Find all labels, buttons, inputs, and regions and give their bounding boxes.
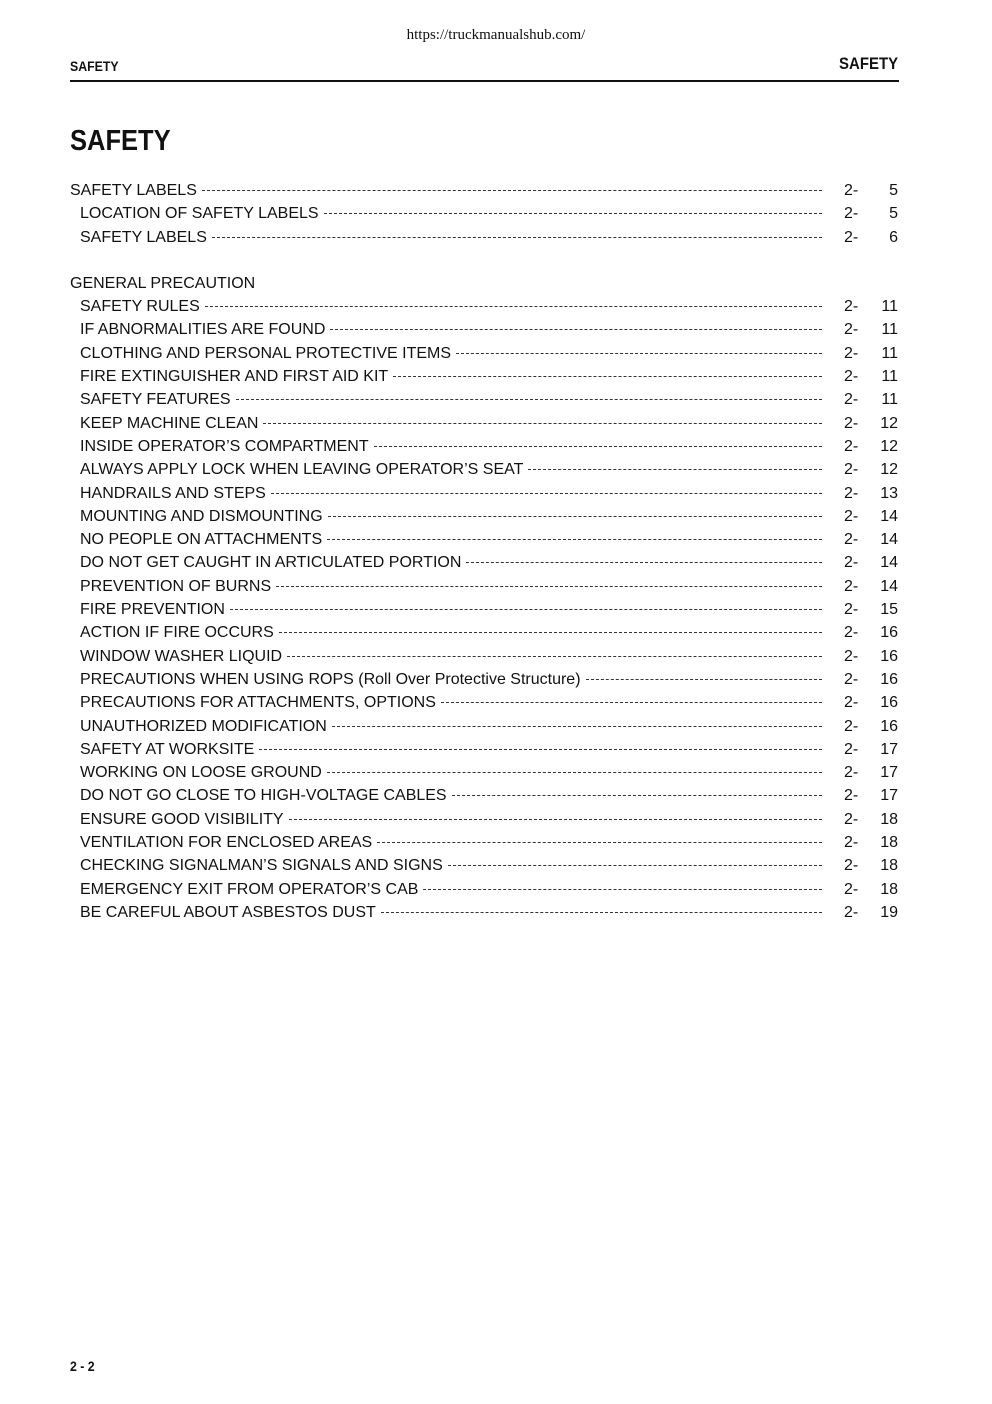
toc-page-ref [826,718,898,736]
toc-page-ref [826,182,898,200]
toc-page-number: 18 [880,880,898,898]
toc-page-number: 15 [880,601,898,619]
toc-chapter-prefix: 2- [844,647,859,665]
toc-chapter-prefix: 2- [844,717,859,735]
toc-dot-leader [393,376,822,377]
toc-dot-leader [374,446,822,447]
toc-page-number: 6 [889,228,898,246]
toc-dot-leader [327,772,822,773]
toc-chapter-prefix: 2- [844,903,859,921]
toc-page-number: 18 [880,834,898,852]
toc-chapter-prefix: 2- [844,368,859,386]
toc-entry[interactable] [70,624,898,647]
toc-page-number: 11 [881,368,898,386]
page-title: SAFETY [70,125,171,157]
toc-page-number: 13 [880,484,898,502]
toc-page-ref [826,881,898,899]
toc-chapter-prefix: 2- [844,810,859,828]
toc-entry-label: ACTION IF FIRE OCCURS [80,624,274,642]
toc-page-number: 16 [880,624,898,642]
toc-entry[interactable] [70,718,898,741]
source-url[interactable]: https://truckmanualshub.com/ [406,27,586,43]
toc-page-ref [826,554,898,572]
toc-page-number: 16 [880,647,898,665]
toc-dot-leader [586,679,822,680]
table-of-contents [70,182,898,927]
toc-entry-label: GENERAL PRECAUTION [70,274,256,292]
toc-entry[interactable] [70,671,898,694]
toc-page-number: 17 [880,764,898,782]
toc-page-number: 19 [880,903,898,921]
toc-chapter-prefix: 2- [844,228,859,246]
toc-dot-leader [456,353,822,354]
toc-entry[interactable] [70,904,898,927]
toc-dot-leader [202,190,822,191]
toc-dot-leader [448,865,822,866]
toc-page-ref [826,229,898,247]
toc-entry[interactable] [70,648,898,671]
toc-chapter-prefix: 2- [844,321,859,339]
toc-dot-leader [528,469,822,470]
toc-entry[interactable] [70,182,898,205]
toc-entry-label: KEEP MACHINE CLEAN [80,414,259,432]
toc-dot-leader [441,702,822,703]
toc-dot-leader [271,493,822,494]
toc-page-number: 11 [881,344,898,362]
toc-entry[interactable] [70,205,898,228]
toc-chapter-prefix: 2- [844,787,859,805]
toc-page-ref [826,438,898,456]
toc-page-ref [826,345,898,363]
toc-dot-leader [263,423,822,424]
toc-chapter-prefix: 2- [844,507,859,525]
toc-page-ref [826,834,898,852]
toc-entry[interactable] [70,601,898,624]
toc-page-number: 11 [881,298,898,316]
toc-entry[interactable] [70,508,898,531]
toc-chapter-prefix: 2- [844,577,859,595]
toc-chapter-prefix: 2- [844,414,859,432]
toc-page-ref [826,904,898,922]
toc-dot-leader [328,516,822,517]
toc-dot-leader [236,399,822,400]
toc-dot-leader [332,726,822,727]
toc-entry-label: FIRE PREVENTION [80,601,225,619]
toc-page-ref [826,764,898,782]
toc-page-ref [826,624,898,642]
toc-dot-leader [212,237,822,238]
toc-dot-leader [230,609,822,610]
toc-page-ref [826,857,898,875]
toc-page-number: 5 [889,205,898,223]
toc-page-number: 17 [880,787,898,805]
toc-entry[interactable] [70,461,898,484]
running-header-left: SAFETY [70,58,119,74]
toc-page-ref [826,391,898,409]
toc-chapter-prefix: 2- [844,554,859,572]
toc-entry-label: SAFETY LABELS [70,182,197,199]
toc-entry-label: EMERGENCY EXIT FROM OPERATOR’S CAB [80,880,419,898]
toc-page-number: 12 [880,461,898,479]
toc-page-ref [826,508,898,526]
toc-entry[interactable] [70,438,898,461]
toc-dot-leader [423,889,822,890]
toc-dot-leader [205,306,822,307]
toc-chapter-prefix: 2- [844,857,859,875]
toc-chapter-prefix: 2- [844,205,859,223]
toc-entry-label: CHECKING SIGNALMAN’S SIGNALS AND SIGNS [80,857,443,875]
toc-section-heading [70,275,898,298]
toc-chapter-prefix: 2- [844,437,859,455]
toc-page-number: 5 [889,182,898,199]
toc-entry-label: WINDOW WASHER LIQUID [80,647,283,665]
toc-chapter-prefix: 2- [844,880,859,898]
toc-entry[interactable] [70,391,898,414]
toc-page-ref [826,671,898,689]
toc-entry-label: BE CAREFUL ABOUT ASBESTOS DUST [80,903,376,921]
toc-entry-label: DO NOT GET CAUGHT IN ARTICULATED PORTION [80,554,462,572]
toc-chapter-prefix: 2- [844,764,859,782]
page-number: 2 - 2 [70,1358,95,1374]
toc-dot-leader [381,912,822,913]
toc-entry-label: IF ABNORMALITIES ARE FOUND [80,321,326,339]
toc-entry[interactable] [70,321,898,344]
toc-page-ref [826,415,898,433]
toc-chapter-prefix: 2- [844,531,859,549]
toc-page-ref [826,694,898,712]
toc-chapter-prefix: 2- [844,484,859,502]
toc-page-number: 14 [880,531,898,549]
toc-dot-leader [452,795,822,796]
toc-page-number: 12 [880,414,898,432]
toc-entry[interactable] [70,764,898,787]
toc-page-ref [826,601,898,619]
toc-entry[interactable] [70,857,898,880]
toc-page-ref [826,578,898,596]
toc-chapter-prefix: 2- [844,740,859,758]
running-header-right: SAFETY [838,54,898,73]
toc-entry-label: SAFETY RULES [80,298,200,316]
toc-page-ref [826,531,898,549]
toc-page-number: 18 [880,857,898,875]
toc-dot-leader [289,819,822,820]
toc-chapter-prefix: 2- [844,670,859,688]
toc-entry[interactable] [70,485,898,508]
toc-page-ref [826,461,898,479]
toc-page-ref [826,811,898,829]
toc-entry[interactable] [70,834,898,857]
toc-page-number: 16 [880,694,898,712]
header-divider [70,80,899,82]
toc-page-ref [826,298,898,316]
toc-entry[interactable] [70,415,898,438]
toc-page-number: 14 [880,507,898,525]
toc-entry-label: UNAUTHORIZED MODIFICATION [80,717,327,735]
toc-page-number: 16 [880,717,898,735]
toc-page-number: 11 [881,391,898,409]
toc-dot-leader [259,749,822,750]
toc-entry[interactable] [70,787,898,810]
toc-page-ref [826,485,898,503]
toc-page-number: 18 [880,810,898,828]
toc-entry[interactable] [70,345,898,368]
toc-page-ref [826,648,898,666]
toc-chapter-prefix: 2- [844,344,859,362]
toc-entry[interactable] [70,229,898,252]
toc-page-number: 12 [880,437,898,455]
toc-dot-leader [377,842,822,843]
toc-entry[interactable] [70,694,898,717]
toc-entry-label: VENTILATION FOR ENCLOSED AREAS [80,834,373,852]
toc-page-number: 14 [880,554,898,572]
toc-page-number: 17 [880,740,898,758]
toc-entry[interactable] [70,368,898,391]
toc-chapter-prefix: 2- [844,298,859,316]
toc-page-number: 11 [881,321,898,339]
toc-dot-leader [466,562,822,563]
toc-chapter-prefix: 2- [844,834,859,852]
toc-page-ref [826,741,898,759]
toc-page-ref [826,321,898,339]
toc-entry-label: LOCATION OF SAFETY LABELS [80,205,319,223]
toc-entry-label: MOUNTING AND DISMOUNTING [80,507,323,525]
toc-page-ref [826,368,898,386]
toc-entry-label: SAFETY LABELS [80,228,207,246]
toc-page-number: 14 [880,577,898,595]
toc-dot-leader [327,539,822,540]
toc-entry-label: ALWAYS APPLY LOCK WHEN LEAVING OPERATOR’S SEAT [80,461,524,479]
toc-dot-leader [279,632,822,633]
toc-entry[interactable] [70,741,898,764]
toc-chapter-prefix: 2- [844,182,859,199]
toc-spacer [70,252,898,275]
toc-entry-label: INSIDE OPERATOR’S COMPARTMENT [80,437,369,455]
toc-entry[interactable] [70,811,898,834]
toc-page-ref [826,205,898,223]
toc-entry-label: HANDRAILS AND STEPS [80,484,266,502]
toc-dot-leader [324,213,822,214]
toc-entry-label: SAFETY AT WORKSITE [80,740,255,758]
toc-entry[interactable] [70,881,898,904]
toc-entry-label: ENSURE GOOD VISIBILITY [80,810,284,828]
toc-entry[interactable] [70,298,898,321]
toc-entry-label: PRECAUTIONS FOR ATTACHMENTS, OPTIONS [80,694,436,712]
toc-entry-label: SAFETY FEATURES [80,391,231,409]
toc-entry[interactable] [70,554,898,577]
toc-chapter-prefix: 2- [844,601,859,619]
toc-entry-label: NO PEOPLE ON ATTACHMENTS [80,531,323,549]
toc-entry-label: FIRE EXTINGUISHER AND FIRST AID KIT [80,368,389,386]
toc-dot-leader [330,329,822,330]
toc-chapter-prefix: 2- [844,391,859,409]
toc-page-ref [826,787,898,805]
toc-chapter-prefix: 2- [844,461,859,479]
toc-page-number: 16 [880,670,898,688]
toc-dot-leader [287,656,822,657]
toc-dot-leader [276,586,822,587]
toc-entry-label: PREVENTION OF BURNS [80,577,272,595]
toc-chapter-prefix: 2- [844,624,859,642]
toc-entry-label: WORKING ON LOOSE GROUND [80,764,322,782]
toc-entry[interactable] [70,531,898,554]
toc-chapter-prefix: 2- [844,694,859,712]
toc-entry-label: PRECAUTIONS WHEN USING ROPS (Roll Over Protective Structure) [80,670,581,688]
toc-entry-label: CLOTHING AND PERSONAL PROTECTIVE ITEMS [80,344,452,362]
toc-entry-label: DO NOT GO CLOSE TO HIGH-VOLTAGE CABLES [80,787,447,805]
toc-entry[interactable] [70,578,898,601]
